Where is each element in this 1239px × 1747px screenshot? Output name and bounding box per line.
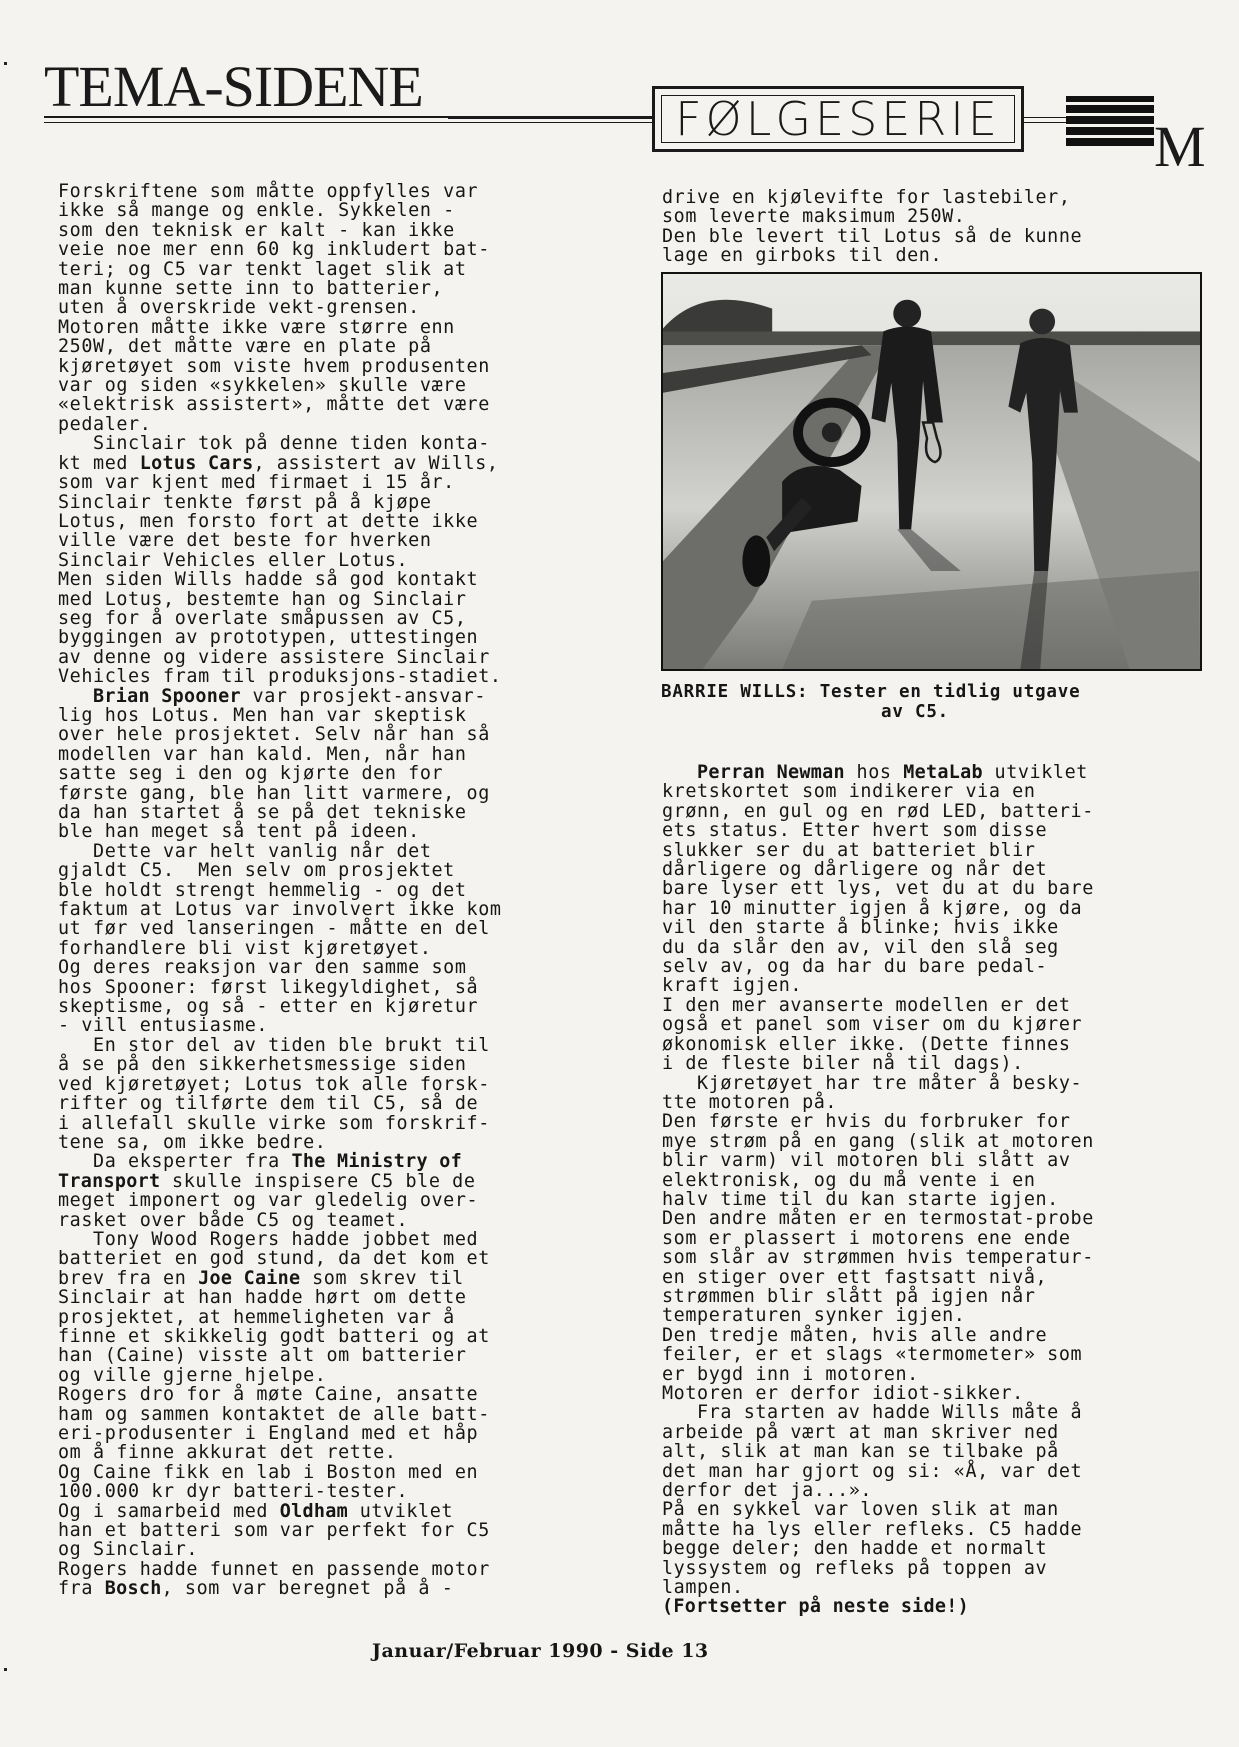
text-segment: arbeide på vært at man skriver ned: [662, 1421, 1059, 1443]
text-line: [58, 1424, 630, 1443]
text-line: [662, 1423, 1222, 1442]
text-segment: Sinclair Vehicles eller Lotus.: [58, 549, 409, 571]
text-line: [58, 1443, 630, 1462]
text-segment: gjaldt C5. Men selv om prosjektet: [58, 860, 455, 882]
text-segment: I den mer avanserte modellen er det: [662, 994, 1071, 1016]
series-label: FØLGESERIE: [661, 95, 1015, 143]
text-segment: teri; og C5 var tenkt laget slik at: [58, 258, 467, 280]
text-segment: økonomisk eller ikke. (Dette finnes: [662, 1033, 1071, 1055]
text-line: [58, 551, 630, 570]
text-line: [58, 279, 630, 298]
bold-name: (Fortsetter på neste side!): [662, 1596, 970, 1618]
text-segment: meget imponert og var gledelig over-: [58, 1190, 479, 1212]
text-line: [662, 1209, 1222, 1228]
text-line: [58, 1114, 630, 1133]
text-segment: er bygd inn i motoren.: [662, 1363, 919, 1385]
text-line: [58, 822, 630, 841]
text-line: [58, 609, 630, 628]
text-line: [662, 1093, 1222, 1112]
text-line: [58, 473, 630, 492]
text-segment: med Lotus, bestemte han og Sinclair: [58, 588, 467, 610]
text-segment: rifter og tilførte dem til C5, så de: [58, 1093, 479, 1115]
text-line: [662, 918, 1222, 937]
text-segment: Kjøretøyet har tre måter å besky-: [662, 1072, 1083, 1094]
text-line: [58, 1036, 630, 1055]
text-line: [58, 881, 630, 900]
article-column-right-top: [662, 188, 1222, 266]
text-segment: tte motoren på.: [662, 1091, 838, 1113]
text-segment: selv av, og da har du bare pedal-: [662, 956, 1048, 978]
text-segment: brev fra en: [58, 1267, 199, 1289]
text-line: [58, 842, 630, 861]
text-segment: blir varm) vil motoren bli slått av: [662, 1150, 1071, 1172]
text-segment: Tony Wood Rogers hadde jobbet med: [58, 1228, 479, 1250]
text-line: [662, 227, 1222, 246]
text-line: [662, 1171, 1222, 1190]
text-line: [58, 803, 630, 822]
text-segment: Sinclair tok på denne tiden konta-: [58, 433, 490, 455]
text-segment: «elektrisk assistert», måtte det være: [58, 394, 490, 416]
caption-line-1: BARRIE WILLS: Tester en tidlig utgave: [661, 682, 1081, 702]
text-line: [662, 1597, 1222, 1616]
text-segment: Sinclair tenkte først på å kjøpe: [58, 491, 432, 513]
text-segment: drive en kjølevifte for lastebiler,: [662, 187, 1071, 208]
text-segment: det man har gjort og si: «Å, var det: [662, 1460, 1083, 1482]
magazine-logo-letter: M: [1154, 114, 1206, 179]
text-segment: En stor del av tiden ble brukt til: [58, 1034, 490, 1056]
text-line: [58, 318, 630, 337]
text-segment: Den tredje måten, hvis alle andre: [662, 1324, 1048, 1346]
text-line: [58, 1016, 630, 1035]
text-segment: Rogers hadde funnet en passende motor: [58, 1558, 490, 1580]
text-line: [58, 1094, 630, 1113]
text-line: [662, 1384, 1222, 1403]
text-line: [662, 188, 1222, 207]
text-line: [662, 841, 1222, 860]
text-segment: første gang, ble han litt varmere, og: [58, 782, 490, 804]
text-line: [58, 395, 630, 414]
text-segment: Sinclair at han hadde hørt om dette: [58, 1287, 467, 1309]
text-segment: kretskortet som indikerer via en: [662, 781, 1036, 803]
text-segment: som slår av strømmen hvis temperatur-: [662, 1247, 1094, 1269]
text-line: [58, 1463, 630, 1482]
text-segment: som leverte maksimum 250W.: [662, 206, 966, 228]
article-column-left: [58, 182, 630, 1599]
text-segment: batteriet en god stund, da det kom et: [58, 1248, 490, 1270]
text-line: [58, 1385, 630, 1404]
text-line: [58, 725, 630, 744]
text-segment: ham og sammen kontaktet de alle batt-: [58, 1403, 490, 1425]
text-line: [58, 415, 630, 434]
text-segment: som var kjent med firmaet i 15 år.: [58, 472, 455, 494]
text-segment: satte seg i den og kjørte den for: [58, 763, 444, 785]
text-line: [58, 240, 630, 259]
text-segment: lampen.: [662, 1577, 744, 1599]
text-line: [662, 1520, 1222, 1539]
text-segment: prosjektet, at hemmeligheten var å: [58, 1306, 455, 1328]
text-segment: kraft igjen.: [662, 975, 803, 997]
text-segment: kjøretøyet som viste hvem produsenten: [58, 355, 490, 377]
text-line: [58, 376, 630, 395]
text-line: [662, 1151, 1222, 1170]
text-segment: eri-produsenter i England med et håp: [58, 1423, 479, 1444]
text-segment: Den andre måten er en termostat-probe: [662, 1208, 1094, 1230]
text-line: [58, 357, 630, 376]
scan-speck: [4, 62, 7, 65]
text-line: [58, 590, 630, 609]
text-segment: dårligere og dårligere og når det: [662, 859, 1048, 881]
text-segment: På en sykkel var loven slik at man: [662, 1499, 1059, 1521]
text-segment: Vehicles fram til produksjons-stadiet.: [58, 666, 502, 688]
text-line: [662, 1287, 1222, 1306]
text-line: [58, 764, 630, 783]
text-segment: kt med: [58, 452, 140, 474]
text-line: [662, 1481, 1222, 1500]
text-segment: Motoren er derfor idiot-sikker.: [662, 1383, 1024, 1404]
text-line: [58, 182, 630, 201]
text-segment: ved kjøretøyet; Lotus tok alle forsk-: [58, 1073, 490, 1095]
text-segment: fra: [58, 1578, 105, 1600]
text-line: [58, 512, 630, 531]
text-line: [58, 784, 630, 803]
text-segment: som den teknisk er kalt - kan ikke: [58, 219, 455, 241]
bold-name: The Ministry of: [291, 1151, 463, 1173]
text-line: [662, 1190, 1222, 1209]
text-line: [58, 1366, 630, 1385]
text-segment: alt, slik at man kan se tilbake på: [662, 1441, 1059, 1463]
text-segment: over hele prosjektet. Selv når han så: [58, 724, 490, 746]
text-segment: derfor det ja...».: [662, 1480, 873, 1502]
page-title: TEMA-SIDENE: [44, 54, 423, 119]
photo-image: [663, 274, 1200, 669]
text-line: [662, 957, 1222, 976]
text-segment: lage en girboks til den.: [662, 245, 943, 267]
text-segment: Fra starten av hadde Wills måte å: [662, 1402, 1083, 1424]
text-line: [58, 1269, 630, 1288]
text-line: [662, 996, 1222, 1015]
text-line: [662, 1345, 1222, 1364]
text-line: [662, 1268, 1222, 1287]
text-segment: Den ble levert til Lotus så de kunne: [662, 225, 1083, 247]
text-segment: ble han meget så tent på ideen.: [58, 821, 420, 843]
text-line: [58, 919, 630, 938]
text-line: [662, 782, 1222, 801]
text-line: [58, 201, 630, 220]
text-segment: lig hos Lotus. Men han var skeptisk: [58, 704, 467, 726]
text-segment: ble holdt strengt hemmelig - og det: [58, 879, 467, 901]
text-line: [58, 221, 630, 240]
text-line: [58, 454, 630, 473]
text-segment: seg for å overlate småpussen av C5,: [58, 607, 467, 629]
scan-speck: [4, 1668, 7, 1671]
text-line: [662, 1015, 1222, 1034]
bold-name: Oldham: [279, 1500, 349, 1522]
text-line: [662, 1112, 1222, 1131]
text-segment: ikke så mange og enkle. Sykkelen -: [58, 200, 455, 222]
text-line: [58, 978, 630, 997]
text-segment: [662, 762, 697, 783]
text-line: [662, 207, 1222, 226]
text-line: [58, 1133, 630, 1152]
text-segment: feiler, er et slags «termometer» som: [662, 1344, 1083, 1366]
text-segment: ut før ved lanseringen - måtte en del: [58, 918, 490, 940]
text-segment: Men siden Wills hadde så god kontakt: [58, 569, 479, 591]
text-line: [58, 570, 630, 589]
text-segment: elektronisk, og du må vente i en: [662, 1169, 1036, 1191]
text-line: [58, 1482, 630, 1501]
bold-name: Transport: [58, 1170, 161, 1192]
text-segment: byggingen av prototypen, uttestingen: [58, 627, 479, 649]
text-segment: om å finne akkurat det rette.: [58, 1442, 397, 1464]
bold-name: MetaLab: [903, 762, 983, 783]
text-segment: bare lyser ett lys, vet du at du bare: [662, 878, 1094, 900]
text-segment: man kunne sette inn to batterier,: [58, 278, 444, 300]
bold-name: Perran Newman: [697, 762, 845, 783]
text-line: [662, 1229, 1222, 1248]
bold-name: Joe Caine: [198, 1267, 301, 1289]
text-segment: å se på den sikkerhetsmessige siden: [58, 1054, 467, 1076]
text-line: [58, 687, 630, 706]
text-segment: begge deler; den hadde et normalt: [662, 1538, 1048, 1560]
text-line: [58, 745, 630, 764]
text-segment: lyssystem og refleks på toppen av: [662, 1557, 1048, 1579]
text-line: [662, 802, 1222, 821]
text-line: [58, 628, 630, 647]
text-line: [58, 1075, 630, 1094]
text-segment: måtte ha lys eller refleks. C5 hadde: [662, 1518, 1083, 1540]
text-line: [58, 1579, 630, 1598]
text-segment: strømmen blir slått på igjen når: [662, 1285, 1036, 1307]
text-line: [662, 821, 1222, 840]
text-line: [662, 763, 1222, 782]
text-segment: har 10 minutter igjen å kjøre, og da: [662, 897, 1083, 919]
text-line: [662, 1132, 1222, 1151]
text-line: [58, 1346, 630, 1365]
text-line: [58, 1211, 630, 1230]
text-segment: forhandlere bli vist kjøretøyet.: [58, 937, 432, 959]
text-line: [58, 997, 630, 1016]
text-segment: han (Caine) visste alt om batterier: [58, 1345, 467, 1367]
text-line: [58, 1191, 630, 1210]
text-line: [58, 939, 630, 958]
text-segment: som skrev til: [300, 1267, 464, 1289]
text-segment: du da slår den av, vil den slå seg: [662, 936, 1059, 958]
text-segment: som er plassert i motorens ene ende: [662, 1227, 1071, 1249]
text-line: [662, 1035, 1222, 1054]
text-line: [58, 260, 630, 279]
text-segment: Lotus, men forsto fort at dette ikke: [58, 510, 479, 532]
text-line: [662, 1442, 1222, 1461]
text-segment: utviklet: [348, 1500, 454, 1522]
text-segment: Og Caine fikk en lab i Boston med en: [58, 1461, 479, 1483]
text-line: [58, 1502, 630, 1521]
article-column-right: [662, 763, 1222, 1617]
text-line: [662, 1326, 1222, 1345]
text-line: [58, 1560, 630, 1579]
text-segment: var prosjekt-ansvar-: [240, 685, 486, 707]
text-line: [662, 1306, 1222, 1325]
text-segment: 250W, det måtte være en plate på: [58, 336, 432, 358]
text-segment: pedaler.: [58, 413, 152, 435]
text-line: [662, 1462, 1222, 1481]
text-line: [662, 860, 1222, 879]
text-segment: og Sinclair.: [58, 1539, 199, 1561]
magazine-logo-bars: [1066, 96, 1154, 146]
article-photo: [661, 272, 1202, 671]
text-line: [58, 958, 630, 977]
text-segment: tene sa, om ikke bedre.: [58, 1131, 327, 1153]
text-line: [662, 938, 1222, 957]
text-segment: , assistert av Wills,: [253, 452, 499, 474]
photo-caption: [661, 682, 1213, 722]
text-segment: skeptisme, og så - etter en kjøretur: [58, 996, 479, 1018]
text-segment: av denne og videre assistere Sinclair: [58, 646, 490, 668]
text-segment: 100.000 kr dyr batteri-tester.: [58, 1481, 409, 1503]
text-segment: veie noe mer enn 60 kg inkludert bat-: [58, 239, 490, 261]
text-line: [58, 1152, 630, 1171]
text-segment: utviklet: [982, 762, 1088, 783]
text-line: [662, 1248, 1222, 1267]
text-segment: - vill entusiasme.: [58, 1015, 269, 1037]
text-segment: Rogers dro for å møte Caine, ansatte: [58, 1384, 479, 1406]
text-line: [662, 246, 1222, 265]
text-segment: ville være det beste for hverken: [58, 530, 432, 552]
text-segment: uten å overskride vekt-grensen.: [58, 297, 420, 319]
text-segment: ets status. Etter hvert som disse: [662, 820, 1048, 842]
header-rule: [448, 118, 653, 123]
text-line: [662, 1365, 1222, 1384]
text-line: [58, 1405, 630, 1424]
text-segment: grønn, en gul og en rød LED, batteri-: [662, 800, 1094, 822]
text-line: [58, 434, 630, 453]
text-line: [58, 706, 630, 725]
header-rule-right: [1024, 117, 1068, 123]
text-line: [58, 493, 630, 512]
text-segment: Motoren måtte ikke være større enn: [58, 316, 455, 338]
text-segment: slukker ser du at batteriet blir: [662, 839, 1036, 861]
text-segment: var og siden «sykkelen» skulle være: [58, 375, 467, 397]
text-line: [662, 879, 1222, 898]
text-line: [662, 1500, 1222, 1519]
text-segment: også et panel som viser om du kjører: [662, 1014, 1083, 1036]
text-segment: og ville gjerne hjelpe.: [58, 1364, 327, 1386]
text-segment: en stiger over ett fastsatt nivå,: [662, 1266, 1048, 1288]
text-segment: [58, 686, 93, 707]
text-line: [58, 1230, 630, 1249]
text-segment: modellen var han kald. Men, når han: [58, 743, 467, 765]
bold-name: Brian Spooner: [93, 685, 241, 707]
text-line: [58, 667, 630, 686]
text-line: [58, 1308, 630, 1327]
text-line: [58, 648, 630, 667]
text-line: [58, 1249, 630, 1268]
text-segment: Den første er hvis du forbruker for: [662, 1111, 1071, 1133]
text-line: [58, 1288, 630, 1307]
text-line: [662, 976, 1222, 995]
bold-name: Lotus Cars: [139, 452, 254, 474]
text-line: [58, 861, 630, 880]
text-line: [58, 531, 630, 550]
caption-line-2: av C5.: [881, 702, 950, 722]
text-segment: Og i samarbeid med: [58, 1500, 280, 1522]
text-line: [662, 899, 1222, 918]
text-segment: , som var beregnet på å -: [161, 1578, 454, 1600]
text-line: [662, 1074, 1222, 1093]
page-footer: Januar/Februar 1990 - Side 13: [372, 1640, 709, 1662]
text-segment: han et batteri som var perfekt for C5: [58, 1520, 490, 1542]
text-line: [58, 298, 630, 317]
text-segment: faktum at Lotus var involvert ikke kom: [58, 899, 502, 921]
text-line: [58, 1521, 630, 1540]
text-segment: halv time til du kan starte igjen.: [662, 1188, 1059, 1210]
text-line: [58, 1540, 630, 1559]
text-segment: hos: [844, 762, 904, 783]
text-segment: skulle inspisere C5 ble de: [160, 1170, 476, 1192]
text-segment: temperaturen synker igjen.: [662, 1305, 966, 1327]
text-segment: hos Spooner: først likegyldighet, så: [58, 976, 479, 998]
text-segment: i allefall skulle virke som forskrif-: [58, 1112, 490, 1134]
text-line: [58, 900, 630, 919]
text-line: [662, 1539, 1222, 1558]
text-segment: finne et skikkelig godt batteri og at: [58, 1325, 490, 1347]
text-line: [662, 1578, 1222, 1597]
text-segment: da han startet å se på det tekniske: [58, 802, 467, 823]
text-segment: i de fleste biler nå til dags).: [662, 1053, 1024, 1075]
text-line: [662, 1403, 1222, 1422]
text-line: [58, 1172, 630, 1191]
series-label-box: [652, 86, 1024, 152]
text-line: [58, 1327, 630, 1346]
text-line: [662, 1559, 1222, 1578]
text-segment: Og deres reaksjon var den samme som: [58, 957, 467, 979]
text-segment: Forskriftene som måtte oppfylles var: [58, 181, 479, 202]
text-line: [58, 1055, 630, 1074]
text-segment: Da eksperter fra: [58, 1151, 292, 1173]
text-segment: Dette var helt vanlig når det: [58, 840, 432, 862]
bold-name: Bosch: [104, 1578, 162, 1600]
text-line: [58, 337, 630, 356]
text-segment: mye strøm på en gang (slik at motoren: [662, 1130, 1094, 1152]
text-line: [662, 1054, 1222, 1073]
text-segment: rasket over både C5 og teamet.: [58, 1209, 409, 1231]
text-segment: vil den starte å blinke; hvis ikke: [662, 917, 1059, 939]
